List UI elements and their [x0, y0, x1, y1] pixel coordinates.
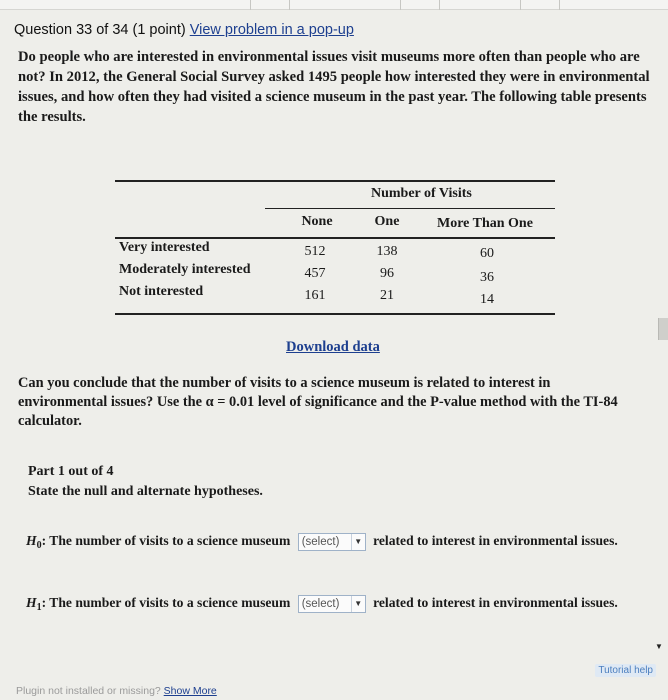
- table-cell: 36: [480, 270, 494, 285]
- column-header-more-than-one: More Than One: [437, 216, 533, 231]
- column-header-one: One: [374, 214, 400, 229]
- contingency-table: [115, 180, 555, 320]
- plugin-message: Plugin not installed or missing?: [16, 685, 161, 697]
- table-top-rule: [115, 180, 555, 182]
- h0-text-before: : The number of visits to a science museum: [41, 533, 291, 548]
- table-cell: 512: [304, 244, 326, 259]
- h1-symbol: $H_1$: [26, 595, 42, 613]
- h0-symbol: $H_0$: [26, 533, 42, 551]
- tutorial-help-link[interactable]: Tutorial help: [595, 664, 656, 677]
- h0-select[interactable]: (select) ▼: [298, 533, 366, 551]
- row-label-very-interested: Very interested: [119, 240, 210, 255]
- toolbar-segment: [250, 0, 290, 10]
- row-label-moderately-interested: Moderately interested: [119, 262, 251, 277]
- plugin-notice: [16, 685, 217, 697]
- download-data-link[interactable]: Download data: [286, 339, 380, 355]
- null-hypothesis: [26, 530, 636, 557]
- question-number-label: Question 33 of 34 (1 point): [14, 22, 186, 38]
- table-cell: 457: [304, 266, 326, 281]
- column-header-none: None: [301, 214, 333, 229]
- part-instruction: State the null and alternate hypotheses.: [28, 484, 263, 499]
- table-cell: 138: [376, 244, 398, 259]
- part-1-panel: [14, 456, 654, 666]
- question-header: [14, 22, 354, 38]
- scroll-down-arrow-icon[interactable]: ▼: [655, 642, 663, 651]
- side-handle[interactable]: [658, 318, 668, 340]
- top-toolbar-strip: [0, 0, 668, 10]
- chevron-down-icon: ▼: [351, 534, 365, 550]
- table-cell: 21: [380, 288, 394, 303]
- toolbar-segment: [400, 0, 440, 10]
- table-cell: 161: [304, 288, 326, 303]
- view-popup-link[interactable]: View problem in a pop-up: [189, 22, 354, 38]
- h1-text-after: related to interest in environmental issues.: [373, 595, 618, 610]
- question-text: Can you conclude that the number of visits to a science museum is related to interest in environmental issues? Use the α = 0.01 level of significance and the P-value method with the TI-84 calculator.: [18, 375, 618, 429]
- header-rule: [115, 237, 555, 239]
- group-header-rule: [265, 208, 555, 209]
- table-bottom-rule: [115, 313, 555, 315]
- h1-select[interactable]: (select) ▼: [298, 595, 366, 613]
- table-cell: 14: [480, 292, 494, 307]
- chevron-down-icon: ▼: [351, 596, 365, 612]
- alternate-hypothesis: [26, 592, 636, 619]
- show-more-link[interactable]: Show More: [163, 685, 217, 697]
- table-cell: 60: [480, 246, 494, 261]
- part-title: Part 1 out of 4: [28, 464, 114, 479]
- h1-text-before: : The number of visits to a science museum: [41, 595, 291, 610]
- group-header: Number of Visits: [371, 186, 472, 201]
- h0-text-after: related to interest in environmental issues.: [373, 533, 618, 548]
- toolbar-segment: [520, 0, 560, 10]
- problem-intro-text: Do people who are interested in environmental issues visit museums more often than people who are not? In 2012, the General Social Survey asked 1495 people how interested they were in environmental issues, and how often they had visited a science museum in the past year. The following table presents the results.: [18, 49, 650, 125]
- table-cell: 96: [380, 266, 394, 281]
- row-label-not-interested: Not interested: [119, 284, 204, 299]
